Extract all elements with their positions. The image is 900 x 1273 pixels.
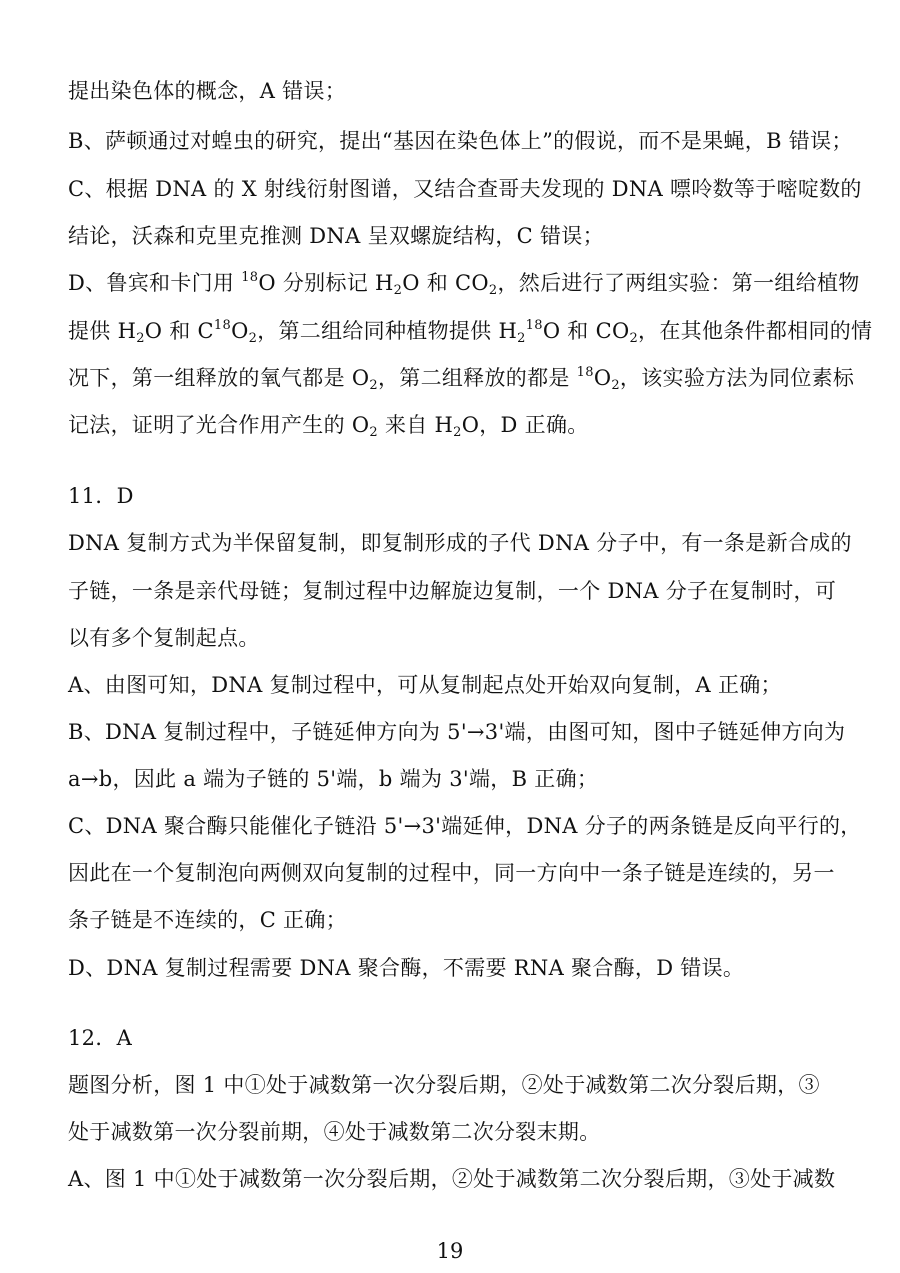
text-line: 结论，沃森和克里克推测 DNA 呈双螺旋结构，C 错误； [68, 224, 604, 248]
text-line: 以有多个复制起点。 [68, 626, 260, 650]
text-line: a→b，因此 a 端为子链的 5'端，b 端为 3'端，B 正确； [68, 767, 599, 791]
text-line: A、图 1 中①处于减数第一次分裂后期，②处于减数第二次分裂后期，③处于减数 [68, 1167, 836, 1191]
question-answer-11: 11．D [68, 484, 134, 508]
text-line: 条子链是不连续的，C 正确； [68, 908, 347, 932]
text-line: 提供 $H_2O$ 和 $C^{18}O_2$，第二组给同种植物提供 $H_2^{18}O$ 和 $CO_2$，在其他条件都相同的情 [68, 318, 873, 346]
text-line: B、DNA 复制过程中，子链延伸方向为 5'→3'端，由图可知，图中子链延伸方向为 [68, 720, 846, 744]
text-line: A、由图可知，DNA 复制过程中，可从复制起点处开始双向复制，A 正确； [68, 673, 782, 697]
text-line: C、DNA 聚合酶只能催化子链沿 5'→3'端延伸，DNA 分子的两条链是反向平行的， [68, 814, 862, 838]
text-line: D、鲁宾和卡门用 $^{18}$O 分别标记 $H_2O$ 和 $CO_2$，然后进行了两组实验：第一组给植物 [68, 270, 860, 298]
question-answer-12: 12．A [68, 1026, 133, 1050]
text-line: 提出染色体的概念，A 错误； [68, 79, 347, 103]
text-line: 因此在一个复制泡向两侧双向复制的过程中，同一方向中一条子链是连续的，另一 [68, 861, 835, 885]
text-line: D、DNA 复制过程需要 DNA 聚合酶，不需要 RNA 聚合酶，D 错误。 [68, 956, 745, 980]
text-line: C、根据 DNA 的 X 射线衍射图谱，又结合查哥夫发现的 DNA 嘌呤数等于嘧啶数的 [68, 177, 862, 201]
text-line: B、萨顿通过对蝗虫的研究，提出“基因在染色体上”的假说，而不是果蝇，B 错误； [68, 129, 853, 153]
text-line: 子链，一条是亲代母链；复制过程中边解旋边复制，一个 DNA 分子在复制时，可 [68, 579, 837, 603]
text-line: 记法，证明了光合作用产生的 $O_2$ 来自 $H_2O$，D 正确。 [68, 413, 589, 440]
text-line: 题图分析，图 1 中①处于减数第一次分裂后期，②处于减数第二次分裂后期，③ [68, 1073, 820, 1097]
page-number: 19 [436, 1239, 464, 1263]
text-line: DNA 复制方式为半保留复制，即复制形成的子代 DNA 分子中，有一条是新合成的 [68, 531, 852, 555]
text-line: 处于减数第一次分裂前期，④处于减数第二次分裂末期。 [68, 1120, 601, 1144]
text-line: 况下，第一组释放的氧气都是 $O_2$，第二组释放的都是 $^{18}O_2$，该实验方法为同位素标 [68, 365, 855, 393]
